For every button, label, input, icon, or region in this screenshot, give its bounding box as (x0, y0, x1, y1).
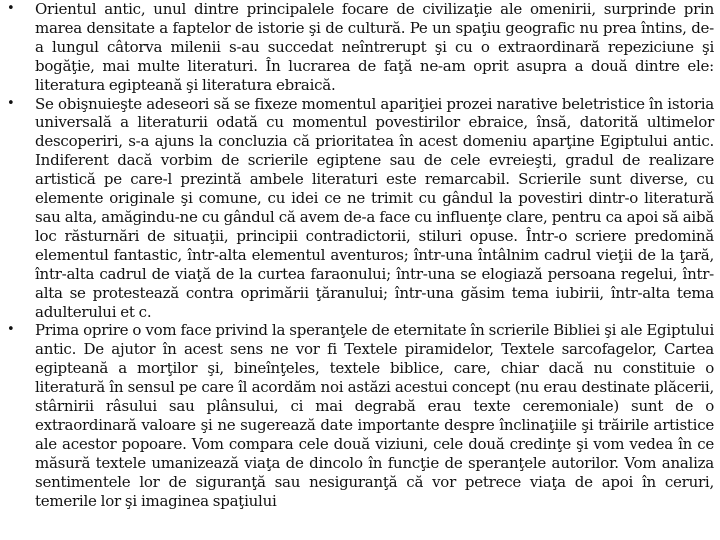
bullet-marker: • (7, 322, 15, 338)
bullet-item (0, 95, 720, 322)
bullet-item (0, 321, 720, 510)
bullet-marker: • (7, 95, 15, 111)
bullet-marker: • (7, 1, 15, 16)
bullet-item (0, 0, 720, 95)
bullet-text: Orientul antic, unul dintre principalele focare de civilizaţie ale omenirii, surprinde prin marea densitate a faptelor de istorie şi de cultură. Pe un spaţiu geografic nu prea întins, de-a lungul câtorva milenii s-au succedat neîntrerupt şi cu o extraordinară repeziciune şi bogăţie, mai multe literaturi. În lucrarea de faţă ne-am oprit asupra a două dintre ele: literatura egipteană şi literatura ebraică. (35, 0, 714, 94)
bullet-text: Prima oprire o vom face privind la speranţele de eternitate în scrierile Bibliei şi ale Egiptului antic. De ajutor în acest sens ne vor fi Textele piramidelor, Textele sarcofagelor, Cartea egipteană a morţilor şi, bineînţeles, textele biblice, care, chiar dacă nu constituie o literatură în sensul pe care îl acordăm noi astăzi acestui concept (nu erau destinate plăcerii, stârnirii râsului sau plânsului, ci mai degrabă erau texte ceremoniale) sunt de o extraordinară valoare şi ne sugerează date importante despre înclinaţiile şi trăirile artistice ale acestor popoare. Vom compara cele două viziuni, cele două credinţe şi vom vedea în ce măsură textele umanizează viaţa de dincolo în funcţie de speranţele autorilor. Vom analiza sentimentele lor de siguranţă sau nesiguranţă că vor petrece viaţa de apoi în ceruri, temerile lor şi imaginea spaţiului (35, 321, 714, 510)
bullet-text: Se obişnuieşte adeseori să se fixeze momentul apariţiei prozei narative beletristice în istoria universală a literaturii odată cu momentul povestirilor ebraice, însă, datorită ultimelor descoperiri, s-a ajuns la concluzia că prioritatea în acest domeniu aparţine Egiptului antic. Indiferent dacă vorbim de scrierile egiptene sau de cele evreieşti, gradul de realizare artistică pe care-l prezintă ambele literaturi este remarcabil. Scrierile sunt diverse, cu elemente originale şi comune, cu idei ce ne trimit cu gândul la povestiri dintr-o literatură sau alta, amăgindu-ne cu gândul că avem de-a face cu influenţe clare, pentru ca apoi să aibă loc răsturnări de situaţii, principii contradictorii, stiluri opuse. Într-o scriere predomină elementul fantastic, într-alta elementul aventuros; într-una întâlnim cadrul vieţii de la ţară, într-alta cadrul de viaţă de la curtea faraonului; într-una se elogiază persoana regelui, într-alta se protestează contra oprimării ţăranului; într-una găsim tema iubirii, într-alta tema adulterului et c. (35, 94, 714, 321)
